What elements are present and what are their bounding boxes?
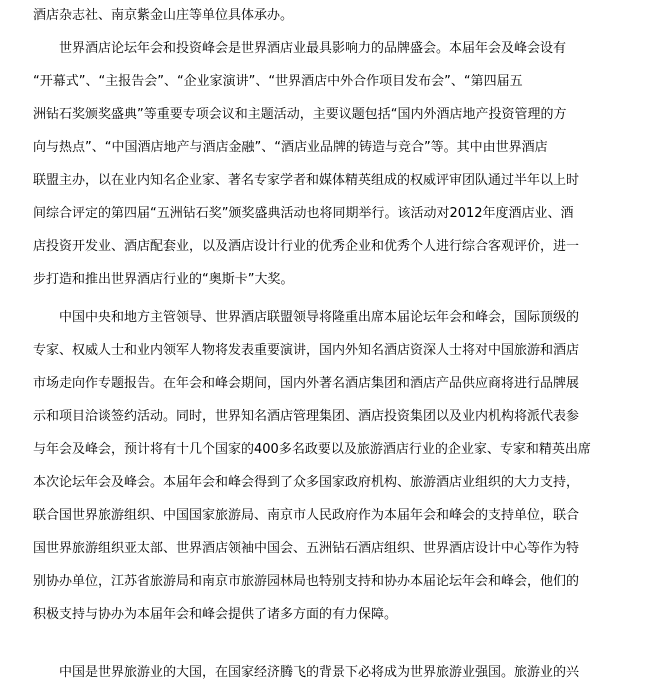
paragraph-3-line-3: 市场走向作专题报告。在年会和峰会期间，国内外著名酒店集团和酒店产品供应商将进行品牌展 — [33, 376, 580, 391]
paragraph-3-line-7: 联合国世界旅游组织、中国国家旅游局、南京市人民政府作为本届年会和峰会的支持单位，联合 — [33, 508, 580, 523]
paragraph-2-line-7: 店投资开发业、酒店配套业，以及酒店设计行业的优秀企业和优秀个人进行综合客观评价，进一 — [33, 239, 580, 254]
paragraph-2-line-6: 间综合评定的第四届“五洲钻石奖”颁奖盛典活动也将同期举行。该活动对2012年度酒店业、酒 — [33, 206, 574, 221]
paragraph-3-line-5: 与年会及峰会，预计将有十几个国家的400多名政要以及旅游酒店行业的企业家、专家和精英出席 — [33, 442, 591, 457]
paragraph-2-line-5: 联盟主办，以在业内知名企业家、著名专家学者和媒体精英组成的权威评审团队通过半年以上时 — [33, 173, 580, 188]
paragraph-2-line-3: 洲钻石奖颁奖盛典”等重要专项会议和主题活动，主要议题包括“国内外酒店地产投资管理的方 — [33, 107, 567, 122]
paragraph-4-line-1: 中国是世界旅游业的大国，在国家经济腾飞的背景下必将成为世界旅游业强国。旅游业的兴 — [59, 665, 580, 680]
paragraph-2-line-2: “开幕式”、“主报告会”、“企业家演讲”、“世界酒店中外合作项目发布会”、“第四届五 — [33, 74, 523, 89]
paragraph-3-line-10: 积极支持与协办为本届年会和峰会提供了诸多方面的有力保障。 — [33, 607, 398, 622]
paragraph-3-line-4: 示和项目洽谈签约活动。同时，世界知名酒店管理集团、酒店投资集团以及业内机构将派代表参 — [33, 409, 580, 424]
paragraph-3-line-9: 别协办单位，江苏省旅游局和南京市旅游园林局也特别支持和协办本届论坛年会和峰会，他们的 — [33, 574, 580, 589]
paragraph-2-line-4: 向与热点”、“中国酒店地产与酒店金融”、“酒店业品牌的铸造与竞合”等。其中由世界酒店 — [33, 140, 548, 155]
paragraph-3-line-1: 中国中央和地方主管领导、世界酒店联盟领导将隆重出席本届论坛年会和峰会，国际顶级的 — [59, 310, 580, 325]
paragraph-3-line-2: 专家、权威人士和业内领军人物将发表重要演讲，国内外知名酒店资深人士将对中国旅游和酒店 — [33, 343, 580, 358]
paragraph-3-line-6: 本次论坛年会及峰会。本届年会和峰会得到了众多国家政府机构、旅游酒店业组织的大力支持， — [33, 475, 580, 490]
paragraph-2-line-1: 世界酒店论坛年会和投资峰会是世界酒店业最具影响力的品牌盛会。本届年会及峰会设有 — [59, 41, 567, 56]
paragraph-2-line-8: 步打造和推出世界酒店行业的“奥斯卡”大奖。 — [33, 272, 294, 287]
paragraph-3-line-8: 国世界旅游组织亚太部、世界酒店领袖中国会、五洲钻石酒店组织、世界酒店设计中心等作为特 — [33, 541, 580, 556]
paragraph-1-line-1: 酒店杂志社、南京紫金山庄等单位具体承办。 — [33, 8, 294, 23]
